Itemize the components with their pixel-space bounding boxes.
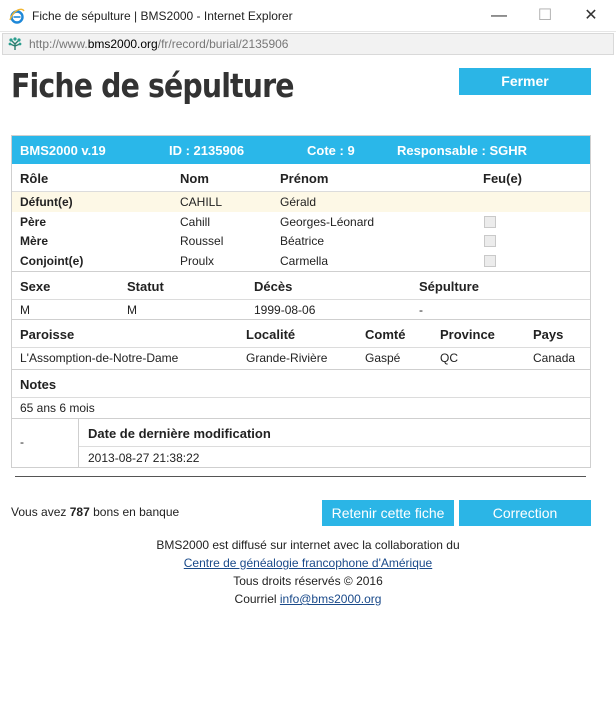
person-nom: CAHILL bbox=[180, 195, 223, 209]
feu-checkbox-mere[interactable] bbox=[484, 235, 496, 247]
col-nom: Nom bbox=[180, 171, 209, 186]
place-paroisse: L'Assomption-de-Notre-Dame bbox=[20, 351, 179, 365]
person-nom: Cahill bbox=[180, 214, 211, 229]
info-section bbox=[12, 272, 590, 320]
notes-row bbox=[12, 398, 590, 418]
tree-icon bbox=[7, 37, 23, 51]
record-version: BMS2000 v.19 bbox=[20, 143, 106, 158]
col-sexe: Sexe bbox=[20, 279, 51, 294]
bank-balance bbox=[11, 505, 179, 519]
place-row bbox=[12, 348, 590, 368]
persons-section bbox=[12, 164, 590, 272]
footer-courriel-label: Courriel bbox=[234, 592, 277, 606]
col-localite: Localité bbox=[246, 327, 296, 342]
place-localite: Grande-Rivière bbox=[246, 351, 328, 365]
url-path: /fr/record/burial/2135906 bbox=[157, 37, 289, 51]
email-link[interactable]: info@bms2000.org bbox=[279, 592, 382, 606]
notes-value: 65 ans 6 mois bbox=[20, 401, 95, 415]
col-statut: Statut bbox=[127, 279, 164, 294]
col-paroisse: Paroisse bbox=[20, 327, 75, 342]
info-sepulture: - bbox=[419, 303, 423, 317]
record-cote: Cote : 9 bbox=[307, 143, 355, 158]
person-prenom: Carmella bbox=[280, 253, 329, 268]
record-id: ID : 2135906 bbox=[169, 143, 245, 158]
info-header-row bbox=[12, 272, 590, 300]
bank-count: 787 bbox=[69, 505, 90, 519]
url-host: bms2000.org bbox=[87, 37, 158, 51]
retain-record-button[interactable]: Retenir cette fiche bbox=[322, 500, 454, 526]
place-pays: Canada bbox=[533, 351, 576, 365]
col-role: Rôle bbox=[20, 171, 49, 186]
record-table bbox=[11, 135, 591, 468]
internet-explorer-icon bbox=[9, 8, 25, 24]
person-prenom: Georges-Léonard bbox=[280, 214, 375, 229]
minimize-button[interactable]: — bbox=[491, 7, 507, 24]
bank-prefix: Vous avez bbox=[11, 505, 67, 519]
col-deces: Décès bbox=[254, 279, 293, 294]
info-deces: 1999-08-06 bbox=[254, 303, 316, 317]
address-bar[interactable] bbox=[2, 33, 614, 55]
modification-left-value: - bbox=[20, 435, 24, 449]
notes-label: Notes bbox=[20, 377, 57, 392]
window-titlebar bbox=[0, 0, 616, 32]
person-role: Conjoint(e) bbox=[20, 253, 84, 268]
col-prenom: Prénom bbox=[280, 171, 329, 186]
person-role: Père bbox=[20, 214, 47, 229]
persons-header-row bbox=[12, 164, 590, 192]
record-header bbox=[12, 136, 590, 164]
person-row-mere bbox=[12, 231, 590, 251]
info-sexe: M bbox=[20, 303, 30, 317]
divider bbox=[15, 476, 586, 477]
person-role: Mère bbox=[20, 234, 49, 248]
col-sepulture: Sépulture bbox=[419, 279, 479, 294]
person-nom: Roussel bbox=[180, 234, 224, 248]
maximize-button[interactable]: ☐ bbox=[537, 7, 553, 24]
feu-checkbox-pere[interactable] bbox=[484, 216, 496, 228]
person-prenom: Gérald bbox=[280, 195, 317, 209]
col-feu: Feu(e) bbox=[483, 171, 522, 186]
bank-suffix: bons en banque bbox=[93, 505, 180, 519]
modification-date: 2013-08-27 21:38:22 bbox=[88, 451, 200, 465]
col-province: Province bbox=[440, 327, 495, 342]
url-prefix: http://www. bbox=[29, 37, 88, 51]
address-url bbox=[29, 37, 288, 51]
page-title: Fiche de sépulture bbox=[11, 66, 294, 105]
notes-header-row bbox=[12, 370, 590, 398]
info-statut: M bbox=[127, 303, 137, 317]
footer-copyright: Tous droits réservés © 2016 bbox=[233, 574, 383, 588]
footer-collab: BMS2000 est diffusé sur internet avec la collaboration du bbox=[156, 538, 460, 552]
modification-header bbox=[79, 419, 590, 447]
place-province: QC bbox=[440, 351, 458, 365]
cgfa-link[interactable]: Centre de généalogie francophone d'Amérique bbox=[183, 556, 433, 570]
close-button[interactable]: Fermer bbox=[459, 68, 591, 95]
record-responsable: Responsable : SGHR bbox=[397, 143, 528, 158]
person-nom: Proulx bbox=[180, 253, 215, 268]
person-row-conjoint bbox=[12, 251, 590, 271]
person-prenom: Béatrice bbox=[280, 234, 325, 248]
col-comte: Comté bbox=[365, 327, 406, 342]
modification-label: Date de dernière modification bbox=[88, 426, 271, 441]
person-row-defunt bbox=[12, 192, 590, 212]
person-role: Défunt(e) bbox=[20, 195, 73, 209]
modification-section bbox=[12, 419, 590, 467]
person-row-pere bbox=[12, 212, 590, 232]
close-window-button[interactable]: ✕ bbox=[584, 7, 598, 24]
place-comte: Gaspé bbox=[365, 351, 401, 365]
feu-checkbox-conjoint[interactable] bbox=[484, 255, 496, 267]
place-section bbox=[12, 320, 590, 370]
footer bbox=[0, 536, 616, 608]
col-pays: Pays bbox=[533, 327, 564, 342]
correction-button[interactable]: Correction bbox=[459, 500, 591, 526]
place-header-row bbox=[12, 320, 590, 348]
modification-left-cell bbox=[12, 419, 79, 467]
info-row bbox=[12, 300, 590, 320]
window-title: Fiche de sépulture | BMS2000 - Internet Explorer bbox=[32, 9, 293, 23]
notes-section bbox=[12, 370, 590, 419]
